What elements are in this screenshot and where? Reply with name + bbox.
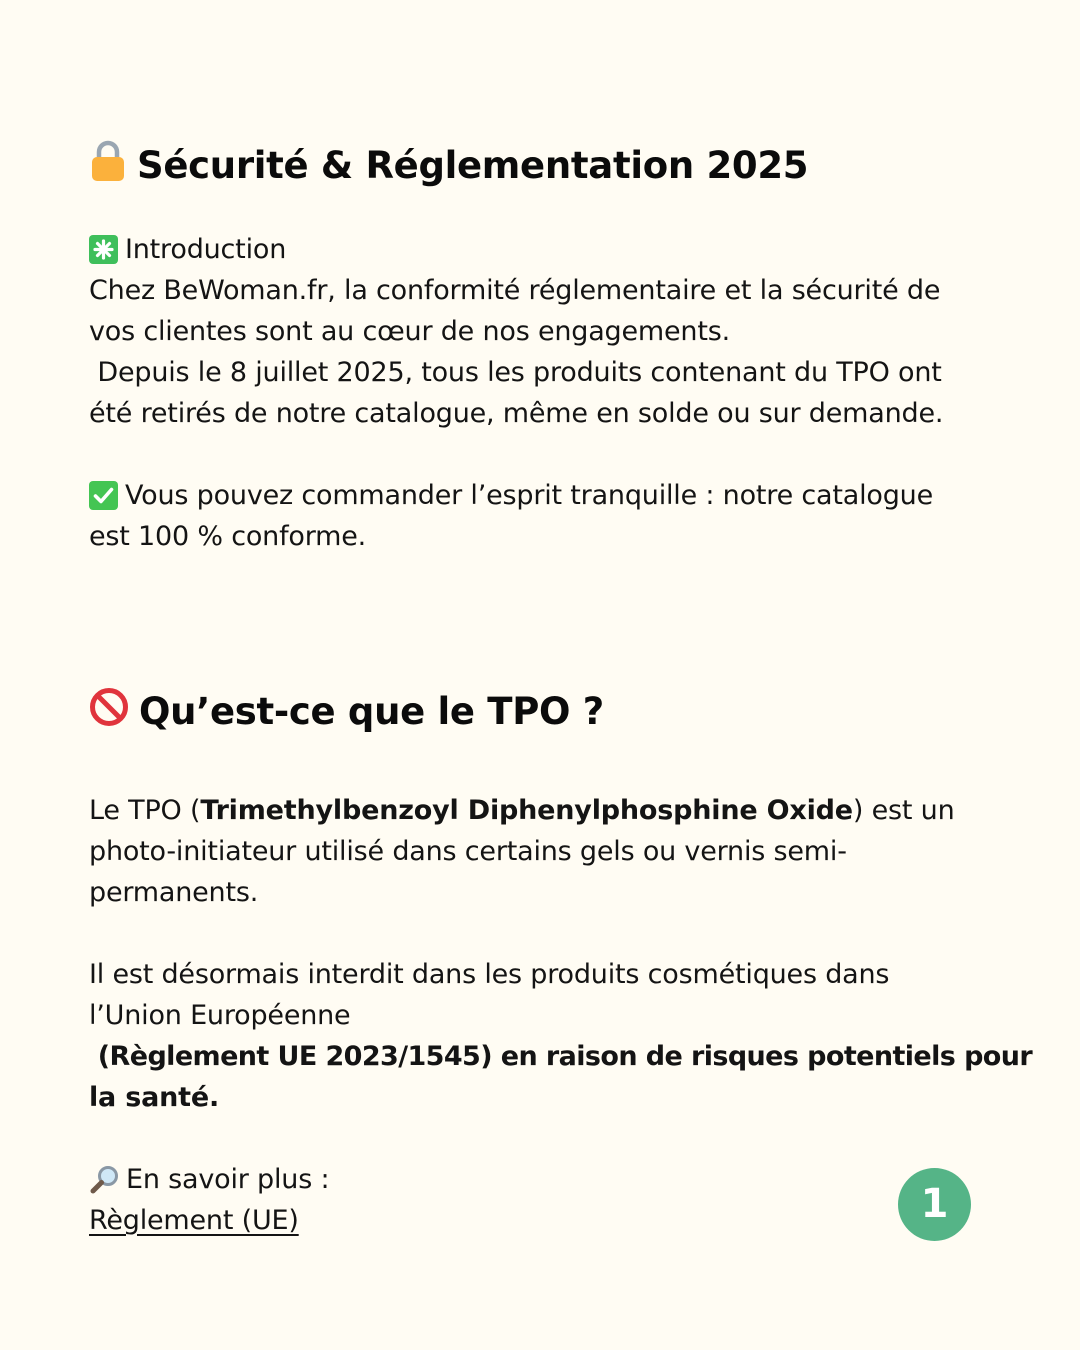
link-line — [89, 1200, 1009, 1241]
paragraph-line: été retirés de notre catalogue, même en solde ou sur demande. — [89, 398, 944, 429]
prohibited-icon — [89, 687, 129, 737]
heading-text: Sécurité & Réglementation 2025 — [137, 144, 809, 187]
regulation-link[interactable]: Règlement (UE) — [89, 1205, 299, 1236]
tpo-chemical-name: Trimethylbenzoyl Diphenylphosphine Oxide — [200, 795, 853, 826]
paragraph-line: Il est désormais interdit dans les produits cosmétiques dans — [89, 959, 890, 990]
magnifying-glass-icon — [89, 1164, 120, 1195]
lock-icon — [89, 140, 127, 192]
tpo-suffix: ) est un — [852, 795, 955, 826]
intro-line — [89, 229, 1009, 270]
spacer — [89, 434, 1009, 475]
intro-label: Introduction — [125, 234, 287, 265]
tpo-definition-line — [89, 790, 1009, 831]
paragraph-line: l’Union Européenne — [89, 1000, 351, 1031]
intro-section — [89, 229, 1009, 557]
paragraph-line: Chez BeWoman.fr, la conformité réglementaire et la sécurité de — [89, 275, 941, 306]
paragraph-line: photo-initiateur utilisé dans certains gels ou vernis semi- — [89, 836, 847, 867]
tpo-prefix: Le TPO ( — [89, 795, 201, 826]
paragraph-line: permanents. — [89, 877, 259, 908]
paragraph-line: vos clientes sont au cœur de nos engagements. — [89, 316, 730, 347]
check-line-2: est 100 % conforme. — [89, 521, 367, 552]
spacer — [89, 1118, 1009, 1159]
heading-text: Qu’est-ce que le TPO ? — [139, 690, 604, 733]
check-text: Vous pouvez commander l’esprit tranquille : notre catalogue — [125, 480, 933, 511]
paragraph-line: Depuis le 8 juillet 2025, tous les produits contenant du TPO ont — [89, 357, 942, 388]
learn-more-line — [89, 1159, 1009, 1200]
tpo-section — [89, 790, 1033, 1241]
checkmark-icon — [89, 481, 118, 510]
check-line — [89, 475, 1009, 516]
regulation-line: (Règlement UE 2023/1545) en raison de risques potentiels pour — [89, 1041, 1033, 1072]
page-number-badge: 1 — [898, 1168, 971, 1241]
sparkle-icon — [89, 235, 118, 264]
regulation-line: la santé. — [89, 1082, 220, 1113]
spacer — [89, 913, 1009, 954]
section-heading-security — [89, 140, 808, 192]
section-heading-tpo — [89, 687, 604, 737]
learn-more-label: En savoir plus : — [126, 1164, 330, 1195]
